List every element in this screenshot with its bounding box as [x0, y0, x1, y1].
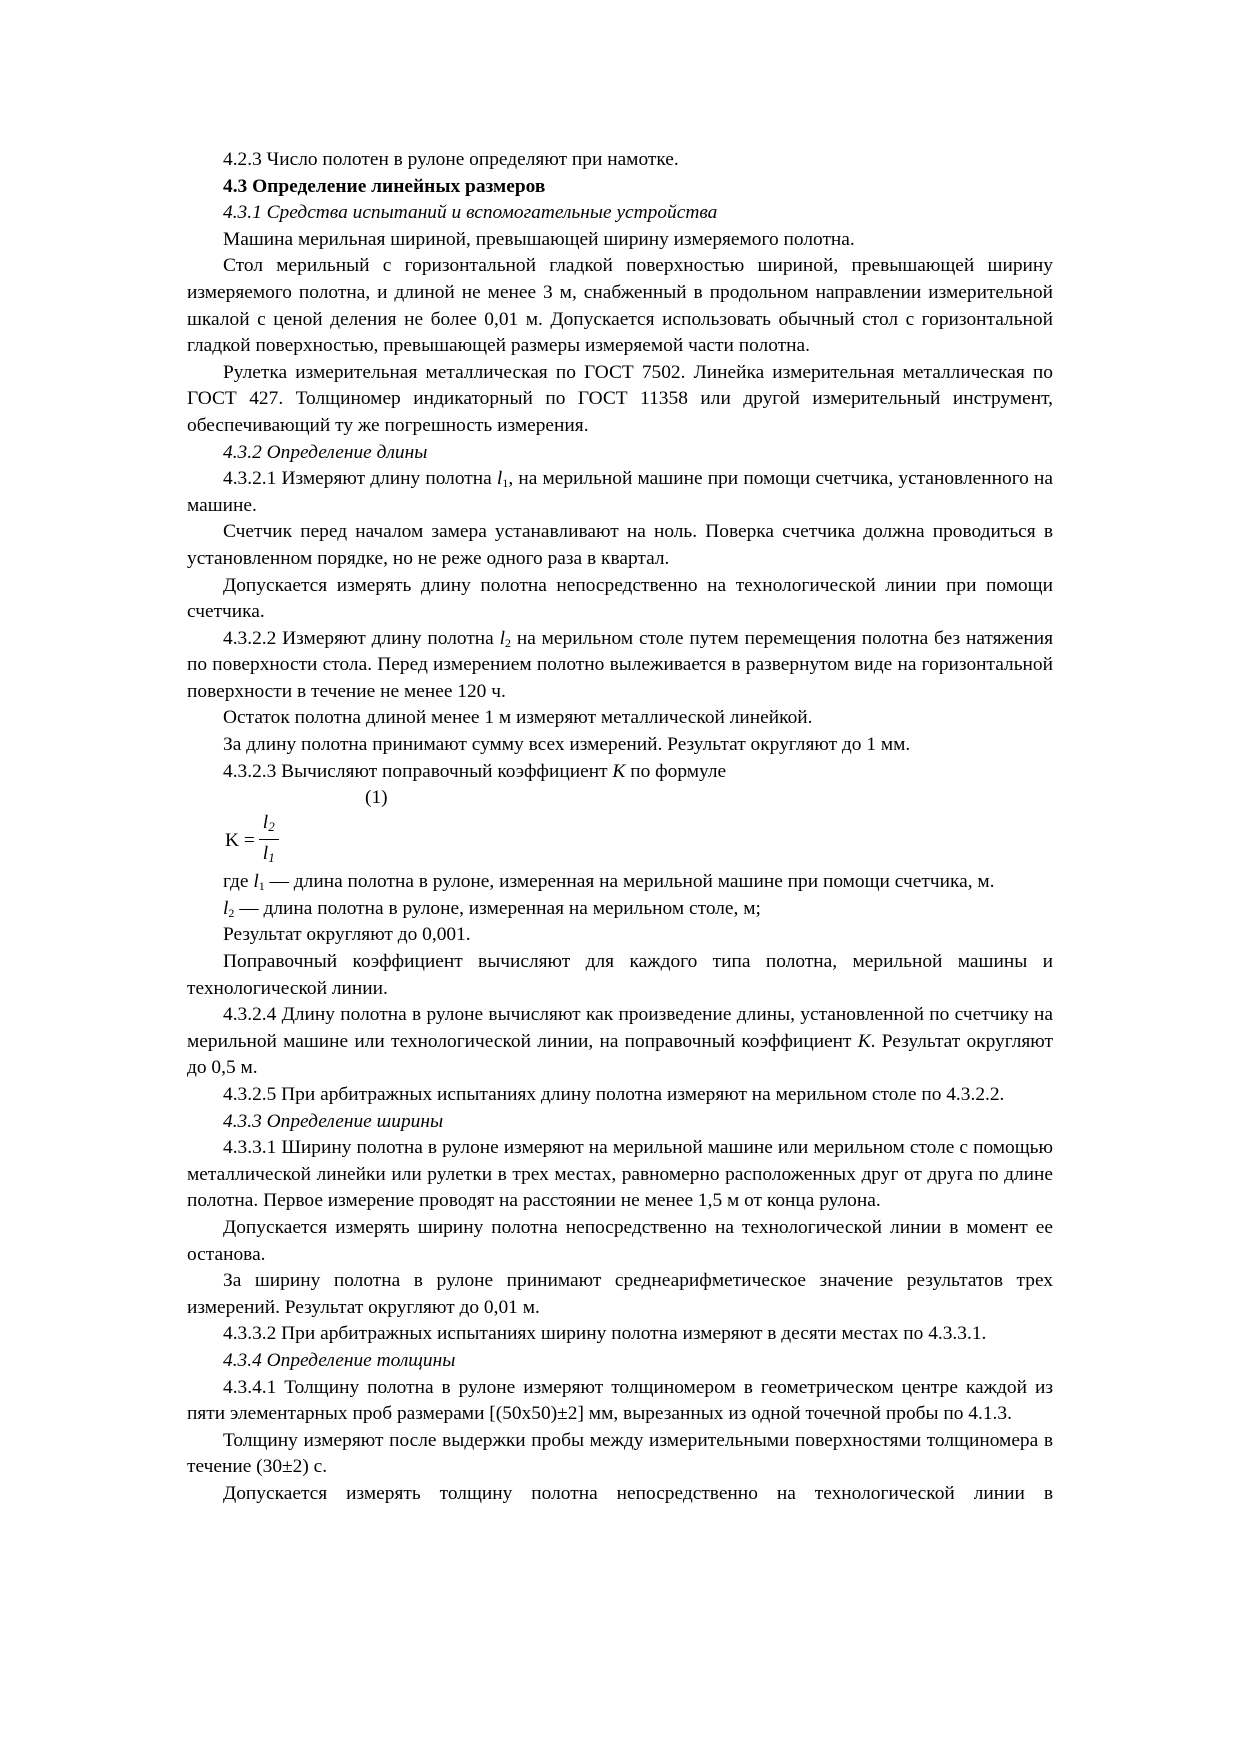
paragraph-4-3-4-1: 4.3.4.1 Толщину полотна в рулоне измеряют толщиномером в геометрическом центре каждой из пяти элементарных проб размерами [(50x50)±2] мм, вырезанных из одной точечной пробы по 4.1.3. — [187, 1376, 1053, 1425]
subsection-heading-4-3-2: 4.3.2 Определение длины — [223, 441, 428, 463]
paragraph-counter: Счетчик перед началом замера устанавливают на ноль. Поверка счетчика должна проводиться в установленном порядке, но не реже одного раза в квартал. — [187, 521, 1053, 569]
paragraph-width-line: Допускается измерять ширину полотна непосредственно на технологической линии в момент ее останова. — [187, 1216, 1053, 1265]
text-run: 4.3.2.1 Измеряют длину полотна — [223, 468, 497, 490]
text-run: 4.3.2.3 Вычисляют поправочный коэффициент — [223, 760, 613, 782]
formula-block — [187, 785, 1053, 869]
fraction — [259, 811, 279, 872]
paragraph-width-average: За ширину полотна в рулоне принимают среднеарифметическое значение результатов трех измерений. Результат округляют до 0,01 м. — [187, 1270, 1053, 1318]
paragraph-length-sum: За длину полотна принимают сумму всех измерений. Результат округляют до 1 мм. — [223, 734, 911, 756]
text-run: по формуле — [625, 760, 727, 782]
text-run: , на мерильной машине при помощи счетчика, установленного на машине. — [187, 468, 1053, 516]
paragraph-measuring-table: Стол мерильный с горизонтальной гладкой поверхностью шириной, превышающей ширину измеряемого полотна, и длиной не менее 3 м, снабженный в продольном направлении измерительной шкалой с ценой деления не более 0,01 м. Допускается использовать обычный стол с горизонтальной гладкой поверхностью, превышающей размеры измеряемой части полотна. — [187, 255, 1053, 357]
formula — [225, 811, 279, 872]
subsection-heading-4-3-4: 4.3.4 Определение толщины — [223, 1349, 456, 1371]
document-page — [187, 147, 1053, 1508]
paragraph-4-2-3: 4.2.3 Число полотен в рулоне определяют при намотке. — [223, 149, 679, 170]
paragraph-instruments: Рулетка измерительная металлическая по ГОСТ 7502. Линейка измерительная металлическая по ГОСТ 427. Толщиномер индикаторный по ГОСТ 11358 или другой измерительный инструмент, обеспечивающий ту же погрешность измерения. — [187, 361, 1053, 436]
paragraph-4-3-2-4 — [187, 1002, 1053, 1082]
subscript: 2 — [228, 905, 235, 920]
symbol-k: K — [612, 760, 626, 782]
text-run: — длина полотна в рулоне, измеренная на мерильной машине при помощи счетчика, м. — [264, 871, 995, 893]
paragraph-counter-line: Допускается измерять длину полотна непосредственно на технологической линии при помощи счетчика. — [187, 574, 1053, 623]
fraction-denominator — [263, 840, 275, 872]
numerator-symbol: l — [262, 812, 269, 834]
paragraph-where-l1 — [187, 869, 1053, 896]
subsection-heading-4-3-3: 4.3.3 Определение ширины — [223, 1110, 444, 1132]
paragraph-remainder: Остаток полотна длиной менее 1 м измеряют металлической линейкой. — [223, 707, 813, 729]
text-run: 4.3.2.2 Измеряют длину полотна — [223, 627, 500, 649]
paragraph-4-3-2-2 — [187, 626, 1053, 706]
text-run: 4.3.2.4 Длину полотна в рулоне вычисляют как произведение длины, установленной по счетчику на мерильной машине или технологической линии, на поправочный коэффициент — [187, 1004, 1053, 1052]
formula-lhs: K = — [225, 830, 255, 852]
paragraph-correction-factor: Поправочный коэффициент вычисляют для каждого типа полотна, мерильной машины и технологической линии. — [187, 951, 1053, 999]
symbol-l: l — [496, 468, 503, 490]
symbol-l: l — [253, 871, 259, 893]
text-run: где — [223, 871, 254, 893]
section-heading-4-3: 4.3 Определение линейных размеров — [223, 175, 546, 197]
denominator-subscript: 1 — [268, 850, 275, 866]
paragraph-rounding: Результат округляют до 0,001. — [223, 924, 471, 946]
denominator-symbol: l — [262, 843, 269, 865]
paragraph-where-l2 — [187, 896, 1053, 923]
paragraph-thickness-hold: Толщину измеряют после выдержки пробы между измерительными поверхностями толщиномера в течение (30±2) с. — [187, 1429, 1053, 1478]
subscript: 1 — [258, 879, 265, 894]
subscript: 1 — [502, 476, 509, 491]
subscript: 2 — [505, 635, 512, 650]
paragraph-4-3-2-1 — [187, 466, 1053, 519]
numerator-subscript: 2 — [268, 819, 275, 835]
text-run: — длина полотна в рулоне, измеренная на мерильном столе, м; — [234, 897, 761, 919]
text-run: . Результат округляют до 0,5 м. — [187, 1030, 1053, 1079]
fraction-numerator — [259, 811, 279, 840]
paragraph-measuring-machine: Машина мерильная шириной, превышающей ширину измеряемого полотна. — [223, 228, 855, 250]
paragraph-4-3-2-5: 4.3.2.5 При арбитражных испытаниях длину полотна измеряют на мерильном столе по 4.3.2.2. — [223, 1084, 1005, 1105]
paragraph-4-3-3-2: 4.3.3.2 При арбитражных испытаниях ширину полотна измеряют в десяти местах по 4.3.3.1. — [223, 1323, 987, 1345]
formula-number: (1) — [365, 787, 388, 809]
paragraph-thickness-line: Допускается измерять толщину полотна непосредственно на технологической линии в — [223, 1482, 1053, 1504]
text-run: на мерильном столе путем перемещения полотна без натяжения по поверхности стола. Перед измерением полотно вылеживается в развернутом виде на горизонтальной поверхности в течение не менее 120 ч. — [187, 627, 1053, 702]
paragraph-4-3-3-1: 4.3.3.1 Ширину полотна в рулоне измеряют на мерильной машине или мерильном столе с помощью металлической линейки или рулетки в трех местах, равномерно расположенных друг от друга по длине полотна. Первое измерение проводят на расстоянии не менее 1,5 м от конца рулона. — [187, 1137, 1053, 1212]
symbol-l: l — [223, 897, 229, 919]
paragraph-4-3-2-3 — [187, 759, 1053, 786]
symbol-l: l — [499, 627, 506, 649]
subsection-heading-4-3-1: 4.3.1 Средства испытаний и вспомогательные устройства — [223, 202, 718, 224]
symbol-k: K — [857, 1030, 871, 1052]
